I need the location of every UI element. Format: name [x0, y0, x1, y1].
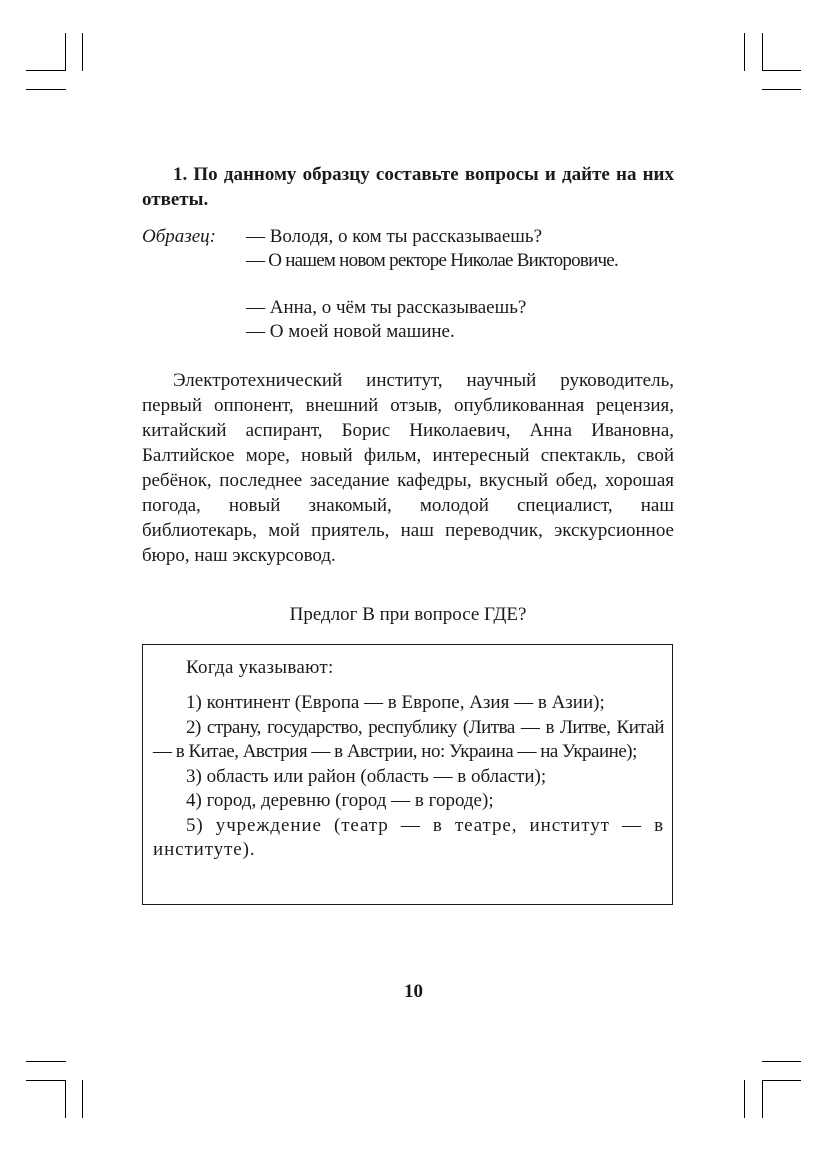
- rule-list: [153, 691, 664, 863]
- rule-item: 5) учреждение (театр — в театре, институт — в институте).: [153, 814, 664, 860]
- sample-dialog-line: — Анна, о чём ты рассказываешь?: [246, 297, 527, 318]
- crop-mark-bottom-right-horizontal-lower: [762, 1080, 801, 1081]
- crop-mark-top-right-vertical-inner: [744, 33, 745, 71]
- crop-mark-top-left-vertical-outer: [65, 33, 66, 71]
- rule-item: 4) город, деревню (город — в городе);: [186, 790, 494, 811]
- sample-dialog-line: — Володя, о ком ты рассказываешь?: [246, 226, 543, 247]
- sample-dialog-line: — О нашем новом ректоре Николае Викторовиче.: [246, 250, 618, 271]
- crop-mark-bottom-left-horizontal-upper: [26, 1061, 66, 1062]
- page-number: 10: [404, 981, 423, 1002]
- crop-mark-bottom-left-horizontal-lower: [26, 1080, 66, 1081]
- sample-label: Образец:: [142, 226, 216, 247]
- crop-mark-bottom-right-horizontal-upper: [762, 1061, 801, 1062]
- crop-mark-bottom-left-vertical-inner: [82, 1080, 83, 1118]
- crop-mark-bottom-right-vertical-outer: [762, 1080, 763, 1118]
- rule-item: 3) область или район (область — в области);: [186, 765, 547, 787]
- sample-dialog-line: — О моей новой машине.: [246, 321, 455, 342]
- exercise-task: 1. По данному образцу составьте вопросы и дайте на них ответы.: [142, 164, 674, 210]
- crop-mark-top-right-horizontal-upper: [762, 70, 801, 71]
- rule-item: 1) континент (Европа — в Европе, Азия — в Азии);: [186, 692, 605, 713]
- crop-mark-bottom-left-vertical-outer: [65, 1080, 66, 1118]
- crop-mark-top-right-horizontal-lower: [762, 89, 801, 90]
- rule-title: Предлог В при вопросе ГДЕ?: [289, 604, 527, 625]
- crop-mark-top-right-vertical-outer: [762, 33, 763, 71]
- rule-intro: Когда указывают:: [186, 657, 334, 678]
- crop-mark-top-left-horizontal-upper: [26, 70, 66, 71]
- crop-mark-top-left-vertical-inner: [82, 33, 83, 71]
- rule-box: [142, 644, 673, 905]
- rule-item: 2) страну, государство, республику (Литва — в Литве, Китай — в Китае, Австрия — в Австрии, но: Украина — на Украине);: [153, 716, 664, 762]
- crop-mark-top-left-horizontal-lower: [26, 89, 66, 90]
- exercise-word-list: Электротехнический институт, научный руководитель, первый оппонент, внешний отзыв, опубликованная рецензия, китайский аспирант, Борис Николаевич, Анна Ивановна, Балтийское море, новый фильм, интересный спектакль, свой ребёнок, последнее заседание кафедры, вкусный обед, хорошая погода, новый знакомый, молодой специалист, наш библиотекарь, мой приятель, наш переводчик, экскурсионное бюро, наш экскурсовод.: [142, 370, 674, 566]
- crop-mark-bottom-right-vertical-inner: [744, 1080, 745, 1118]
